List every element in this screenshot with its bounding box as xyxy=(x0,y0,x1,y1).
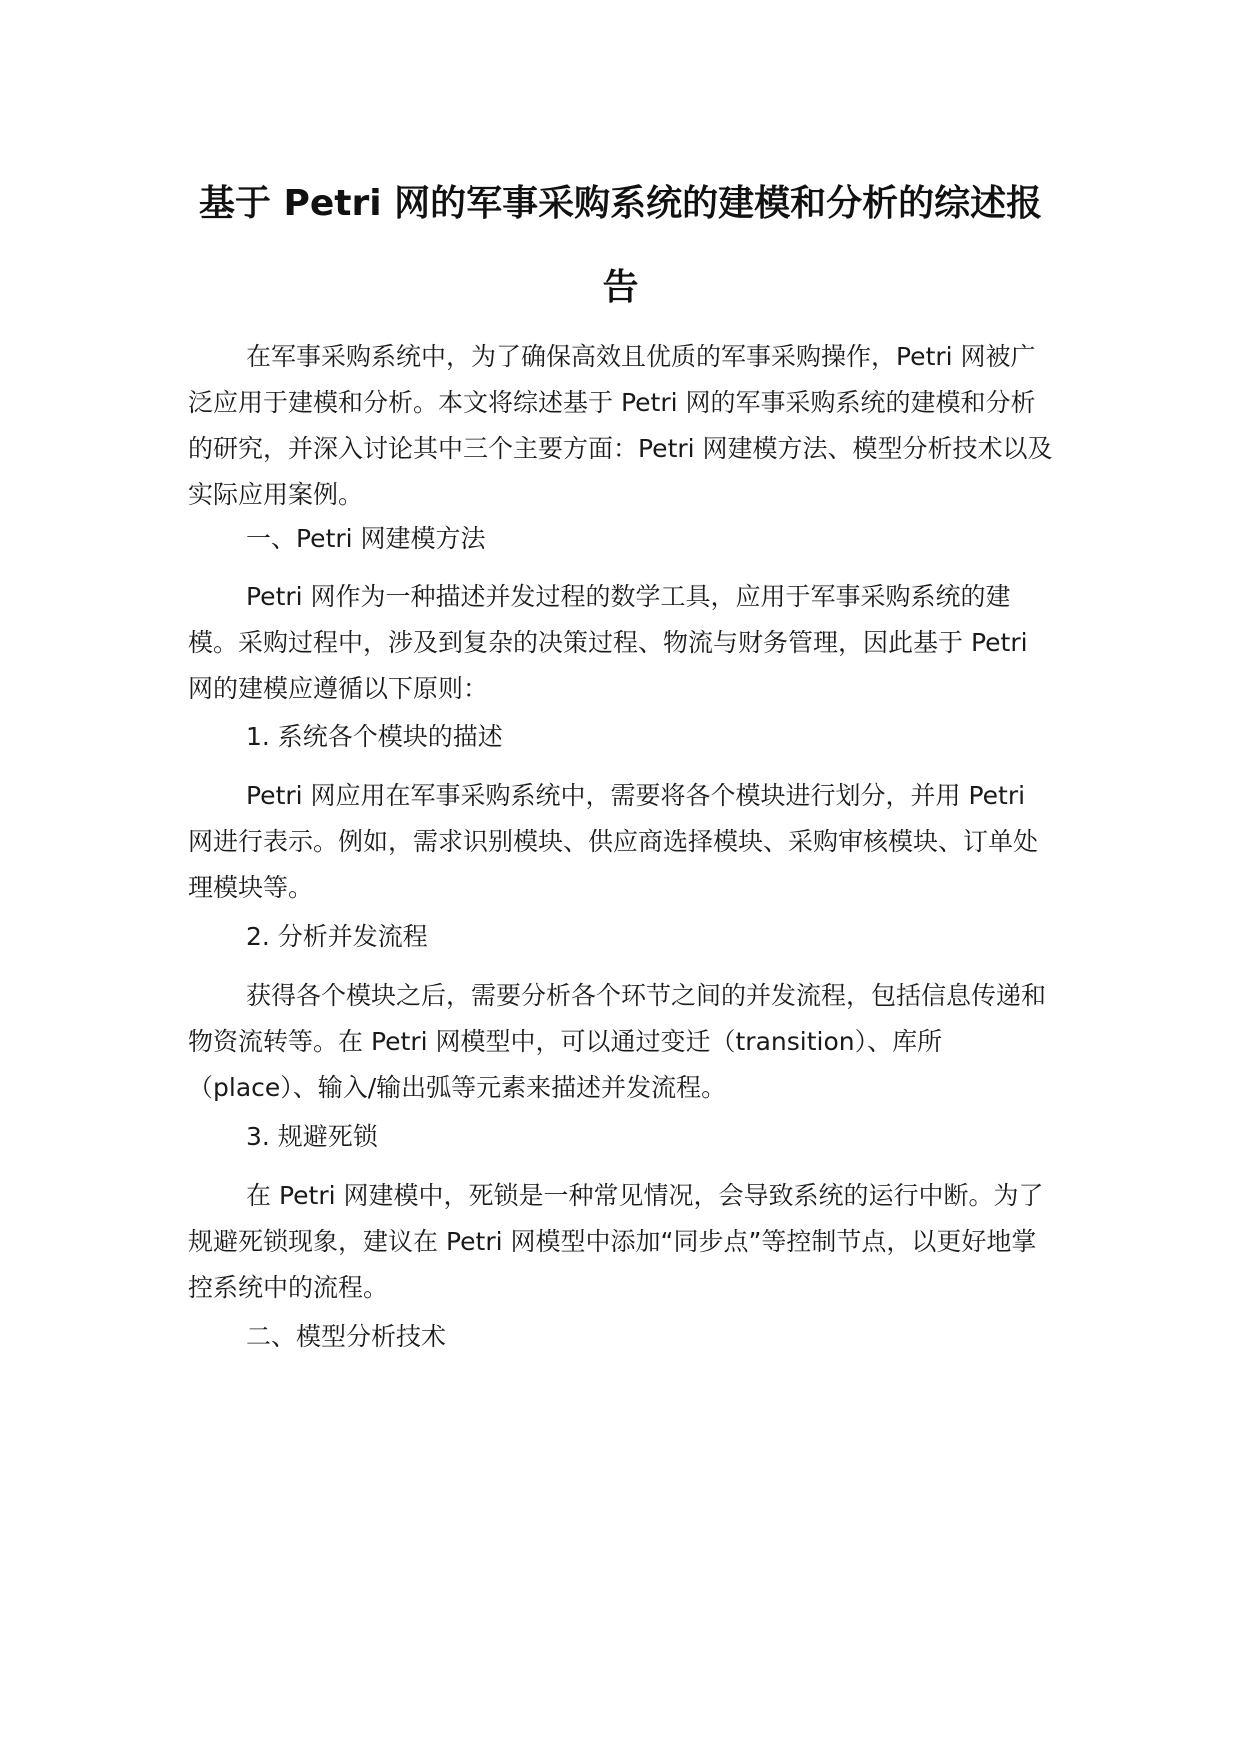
section-heading-2: 二、模型分析技术 xyxy=(246,1322,447,1351)
subheading-2: 2. 分析并发流程 xyxy=(246,922,428,951)
document-title-line-1: 基于 Petri 网的军事采购系统的建模和分析的综述报 xyxy=(198,183,1043,224)
subsection-1-paragraph: Petri 网应用在军事采购系统中，需要将各个模块进行划分，并用 Petri 网进行表示。例如，需求识别模块、供应商选择模块、采购审核模块、订单处理模块等。 xyxy=(188,781,1039,902)
subsection-2-paragraph: 获得各个模块之后，需要分析各个环节之间的并发流程，包括信息传递和物资流转等。在 Petri 网模型中，可以通过变迁（transition）、库所（place）、输入/输出弧等元素来描述并发流程。 xyxy=(188,981,1047,1102)
section-heading-1: 一、Petri 网建模方法 xyxy=(246,524,486,553)
intro-paragraph: 在军事采购系统中，为了确保高效且优质的军事采购操作，Petri 网被广泛应用于建模和分析。本文将综述基于 Petri 网的军事采购系统的建模和分析的研究，并深入讨论其中三个主要方面：Petri 网建模方法、模型分析技术以及实际应用案例。 xyxy=(188,342,1053,509)
subheading-1: 1. 系统各个模块的描述 xyxy=(246,722,503,751)
document-title-line-2: 告 xyxy=(602,267,639,308)
subsection-3-paragraph: 在 Petri 网建模中，死锁是一种常见情况，会导致系统的运行中断。为了规避死锁现象，建议在 Petri 网模型中添加“同步点”等控制节点，以更好地掌控系统中的流程。 xyxy=(188,1181,1044,1302)
section-1-paragraph: Petri 网作为一种描述并发过程的数学工具，应用于军事采购系统的建模。采购过程中，涉及到复杂的决策过程、物流与财务管理，因此基于 Petri 网的建模应遵循以下原则： xyxy=(188,582,1028,703)
subheading-3: 3. 规避死锁 xyxy=(246,1122,378,1151)
